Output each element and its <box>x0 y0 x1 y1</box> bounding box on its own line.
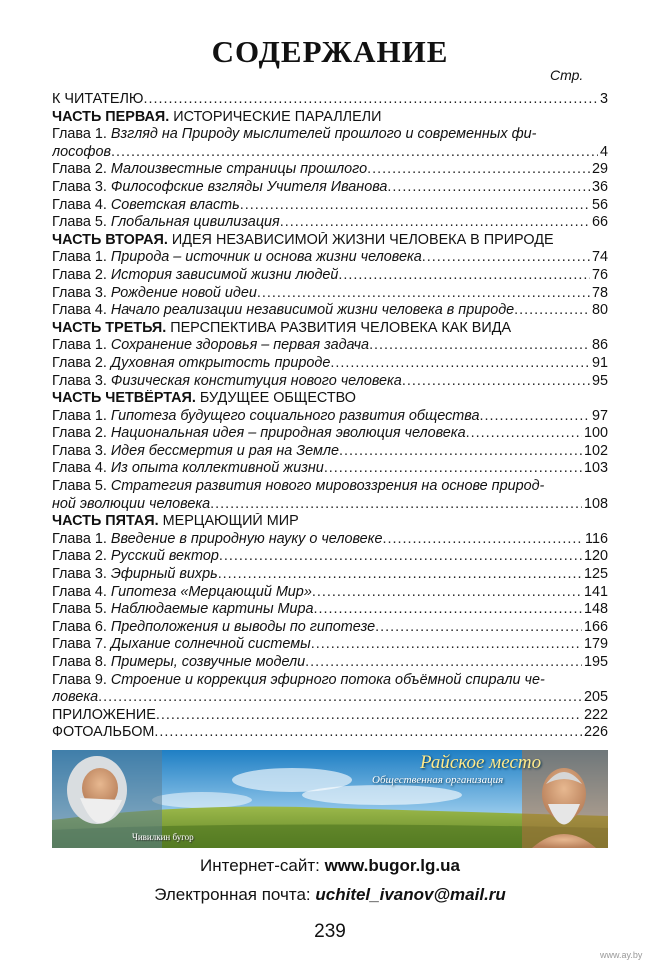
watermark: www.ay.by <box>600 950 643 960</box>
page-title: СОДЕРЖАНИЕ <box>211 34 449 69</box>
chapter-number: Глава 4. <box>52 583 107 600</box>
toc-part-heading <box>52 109 608 127</box>
chapter-number: Глава 2. <box>52 161 107 178</box>
toc-part-heading <box>52 390 608 408</box>
chapter-page: 78 <box>591 284 608 301</box>
email-link[interactable]: uchitel_ivanov@mail.ru <box>315 885 506 904</box>
chapter-text <box>52 548 219 566</box>
toc-part-heading <box>52 513 608 531</box>
toc-chapter-continued <box>52 689 608 707</box>
chapter-title: Стратегия развития нового мировоззрения на основе природ- <box>110 478 545 495</box>
chapter-text <box>52 285 257 303</box>
chapter-title: Наблюдаемые картины Мира <box>110 601 314 618</box>
page-column-label: Стр. <box>550 67 584 83</box>
toc-chapter <box>52 267 608 285</box>
chapter-text <box>52 672 545 690</box>
entry-title: ФОТОАЛЬБОМ <box>52 724 155 741</box>
dot-leader <box>479 408 590 426</box>
chapter-number: Глава 7. <box>52 636 107 653</box>
table-of-contents <box>52 91 608 742</box>
chapter-page: 74 <box>591 249 608 266</box>
chapter-text <box>52 267 338 285</box>
toc-chapter <box>52 161 608 179</box>
chapter-text <box>52 584 312 602</box>
chapter-title: Начало реализации независимой жизни человека в природе <box>110 302 515 319</box>
chapter-text <box>52 654 305 672</box>
chapter-title: Гипотеза будущего социального развития общества <box>110 407 480 424</box>
chapter-page: 56 <box>591 196 608 213</box>
chapter-title-continued: лософов <box>52 143 112 160</box>
chapter-title: Глобальная цивилизация <box>110 214 280 231</box>
part-heading-text <box>52 390 356 408</box>
chapter-text <box>52 249 422 267</box>
toc-chapter <box>52 601 608 619</box>
chapter-text <box>52 161 367 179</box>
chapter-title: Из опыта коллективной жизни <box>110 460 324 477</box>
chapter-number: Глава 1. <box>52 530 107 547</box>
dot-leader <box>154 724 582 742</box>
toc-chapter <box>52 636 608 654</box>
dot-leader <box>330 355 590 373</box>
chapter-text <box>52 179 387 197</box>
chapter-number: Глава 3. <box>52 372 107 389</box>
chapter-title: Духовная открытость природе <box>110 354 331 371</box>
dot-leader <box>324 460 582 478</box>
chapter-text <box>52 601 314 619</box>
dot-leader <box>514 302 590 320</box>
chapter-title: Малоизвестные страницы прошлого <box>110 161 368 178</box>
chapter-page: 125 <box>583 566 608 583</box>
part-heading-text <box>52 320 511 338</box>
toc-chapter <box>52 249 608 267</box>
chapter-number: Глава 1. <box>52 337 107 354</box>
chapter-title: Рождение новой идеи <box>110 284 257 301</box>
dot-leader <box>369 337 590 355</box>
banner <box>52 750 608 848</box>
dot-leader <box>367 161 590 179</box>
chapter-number: Глава 3. <box>52 566 107 583</box>
chapter-text <box>52 126 536 144</box>
toc-chapter <box>52 654 608 672</box>
chapter-number: Глава 9. <box>52 671 107 688</box>
part-number: ЧАСТЬ ТРЕТЬЯ. <box>52 319 167 336</box>
chapter-page: 179 <box>583 636 608 653</box>
chapter-page: 141 <box>583 583 608 600</box>
dot-leader <box>402 373 590 391</box>
chapter-number: Глава 3. <box>52 284 107 301</box>
chapter-title-continued: ловека <box>52 689 99 706</box>
chapter-text <box>52 373 402 391</box>
chapter-page: 4 <box>599 143 608 160</box>
chapter-page: 86 <box>591 337 608 354</box>
chapter-title: История зависимой жизни людей <box>110 266 339 283</box>
dot-leader <box>314 601 582 619</box>
chapter-number: Глава 8. <box>52 654 107 670</box>
chapter-page: 91 <box>591 354 608 371</box>
chapter-title: Предположения и выводы по гипотезе <box>110 618 376 635</box>
chapter-text <box>52 566 218 584</box>
part-number: ЧАСТЬ ПЕРВАЯ. <box>52 108 170 125</box>
chapter-number: Глава 4. <box>52 460 107 477</box>
chapter-title: Взгляд на Природу мыслителей прошлого и современных фи- <box>110 126 537 143</box>
toc-part-heading <box>52 232 608 250</box>
chapter-page: 95 <box>591 372 608 389</box>
toc-chapter <box>52 302 608 320</box>
entry-page: 222 <box>583 706 608 723</box>
chapter-text <box>52 197 240 215</box>
chapter-page: 103 <box>583 460 608 477</box>
chapter-text <box>52 443 339 461</box>
toc-chapter <box>52 460 608 478</box>
chapter-number: Глава 2. <box>52 266 107 283</box>
chapter-text <box>52 619 375 637</box>
entry-page: 226 <box>583 724 608 741</box>
entry-page: 3 <box>599 91 608 107</box>
toc-chapter <box>52 408 608 426</box>
dot-leader <box>156 707 582 725</box>
chapter-page: 166 <box>583 618 608 635</box>
dot-leader <box>375 619 582 637</box>
chapter-page: 102 <box>583 442 608 459</box>
chapter-title: Национальная идея – природная эволюция человека <box>110 425 466 442</box>
dot-leader <box>218 566 582 584</box>
chapter-text <box>52 460 324 478</box>
part-title: ИДЕЯ НЕЗАВИСИМОЙ ЖИЗНИ ЧЕЛОВЕКА В ПРИРОДЕ <box>171 231 554 248</box>
toc-chapter <box>52 337 608 355</box>
chapter-title: Советская власть <box>110 196 240 213</box>
toc-chapter <box>52 197 608 215</box>
toc-chapter <box>52 373 608 391</box>
toc-chapter <box>52 179 608 197</box>
toc-chapter <box>52 214 608 232</box>
dot-leader <box>98 689 582 707</box>
chapter-page: 148 <box>583 601 608 618</box>
chapter-title: Примеры, созвучные модели <box>110 654 306 670</box>
chapter-page: 100 <box>583 425 608 442</box>
dot-leader <box>219 548 582 566</box>
chapter-number: Глава 4. <box>52 196 107 213</box>
toc-chapter <box>52 566 608 584</box>
chapter-number: Глава 2. <box>52 425 107 442</box>
chapter-page: 66 <box>591 214 608 231</box>
chapter-title: Физическая конституция нового человека <box>110 372 402 389</box>
toc-chapter <box>52 584 608 602</box>
toc-chapter <box>52 285 608 303</box>
part-number: ЧАСТЬ ВТОРАЯ. <box>52 231 168 248</box>
website-label: Интернет-сайт: <box>200 856 320 875</box>
chapter-title: Философские взгляды Учителя Иванова <box>110 178 388 195</box>
email-label: Электронная почта: <box>154 885 311 904</box>
chapter-text <box>52 337 369 355</box>
toc-chapter <box>52 619 608 637</box>
chapter-title: Идея бессмертия и рая на Земле <box>110 442 339 459</box>
dot-leader <box>422 249 590 267</box>
chapter-title: Русский вектор <box>110 548 219 565</box>
chapter-title: Дыхание солнечной системы <box>110 636 311 653</box>
toc-chapter <box>52 425 608 443</box>
toc-entry <box>52 91 608 109</box>
chapter-page: 195 <box>583 654 608 670</box>
toc-chapter <box>52 672 608 690</box>
chapter-number: Глава 2. <box>52 548 107 565</box>
chapter-text <box>52 302 514 320</box>
dot-leader <box>387 179 590 197</box>
part-title: БУДУЩЕЕ ОБЩЕСТВО <box>199 390 356 407</box>
chapter-number: Глава 1. <box>52 249 107 266</box>
dot-leader <box>143 91 598 109</box>
chapter-number: Глава 6. <box>52 618 107 635</box>
dot-leader <box>240 197 590 215</box>
entry-title: К ЧИТАТЕЛЮ <box>52 91 144 107</box>
chapter-text <box>52 408 479 426</box>
chapter-page: 116 <box>585 530 608 547</box>
chapter-number: Глава 5. <box>52 601 107 618</box>
part-heading-text <box>52 109 381 127</box>
page-number: 239 <box>314 921 346 942</box>
email-line <box>0 885 660 905</box>
banner-subtitle: Общественная организация <box>372 774 504 786</box>
part-title: МЕРЦАЮЩИЙ МИР <box>162 513 299 530</box>
chapter-page: 120 <box>583 548 608 565</box>
entry-title: ПРИЛОЖЕНИЕ <box>52 706 156 723</box>
dot-leader <box>210 496 582 514</box>
dot-leader <box>339 443 582 461</box>
dot-leader <box>257 285 590 303</box>
part-heading-text <box>52 513 299 531</box>
dot-leader <box>338 267 590 285</box>
toc-chapter <box>52 478 608 496</box>
chapter-text <box>52 478 544 496</box>
chapter-page: 29 <box>591 161 608 178</box>
chapter-page: 205 <box>583 689 608 706</box>
chapter-number: Глава 5. <box>52 214 107 231</box>
dot-leader <box>111 144 598 162</box>
dot-leader <box>280 214 590 232</box>
chapter-number: Глава 5. <box>52 478 107 495</box>
toc-chapter-continued <box>52 496 608 514</box>
chapter-page: 36 <box>591 178 608 195</box>
part-heading-text <box>52 232 554 250</box>
chapter-title-continued: ной эволюции человека <box>52 495 211 512</box>
chapter-number: Глава 3. <box>52 178 107 195</box>
dot-leader <box>466 425 582 443</box>
chapter-page: 97 <box>591 407 608 424</box>
chapter-number: Глава 4. <box>52 302 107 319</box>
chapter-title: Введение в природную науку о человеке <box>110 530 383 547</box>
chapter-title: Строение и коррекция эфирного потока объёмной спирали че- <box>110 671 545 688</box>
chapter-title: Сохранение здоровья – первая задача <box>110 337 370 354</box>
toc-chapter <box>52 531 608 549</box>
part-number: ЧАСТЬ ЧЕТВЁРТАЯ. <box>52 390 196 407</box>
chapter-title: Природа – источник и основа жизни человека <box>110 249 422 266</box>
website-link[interactable]: www.bugor.lg.ua <box>324 856 460 875</box>
toc-chapter-continued <box>52 144 608 162</box>
banner-caption: Чивилкин бугор <box>132 832 194 842</box>
chapter-text <box>52 425 466 443</box>
website-line <box>0 856 660 876</box>
part-title: ПЕРСПЕКТИВА РАЗВИТИЯ ЧЕЛОВЕКА КАК ВИДА <box>170 319 512 336</box>
chapter-number: Глава 3. <box>52 442 107 459</box>
chapter-page: 108 <box>583 495 608 512</box>
toc-entry <box>52 724 608 742</box>
dot-leader <box>305 654 582 672</box>
part-number: ЧАСТЬ ПЯТАЯ. <box>52 513 159 530</box>
chapter-number: Глава 1. <box>52 407 107 424</box>
chapter-title: Гипотеза «Мерцающий Мир» <box>110 583 312 600</box>
dot-leader <box>311 636 582 654</box>
chapter-page: 80 <box>591 302 608 319</box>
part-title: ИСТОРИЧЕСКИЕ ПАРАЛЛЕЛИ <box>173 108 382 125</box>
chapter-text <box>52 531 382 549</box>
chapter-number: Глава 1. <box>52 126 107 143</box>
chapter-text <box>52 355 330 373</box>
toc-part-heading <box>52 320 608 338</box>
toc-chapter <box>52 355 608 373</box>
chapter-text <box>52 636 311 654</box>
banner-title: Райское место <box>420 752 542 773</box>
toc-chapter <box>52 443 608 461</box>
chapter-text <box>52 214 280 232</box>
toc-entry <box>52 707 608 725</box>
dot-leader <box>312 584 582 602</box>
chapter-page: 76 <box>591 266 608 283</box>
chapter-number: Глава 2. <box>52 354 107 371</box>
dot-leader <box>382 531 583 549</box>
toc-chapter <box>52 126 608 144</box>
chapter-title: Эфирный вихрь <box>110 566 218 583</box>
toc-chapter <box>52 548 608 566</box>
